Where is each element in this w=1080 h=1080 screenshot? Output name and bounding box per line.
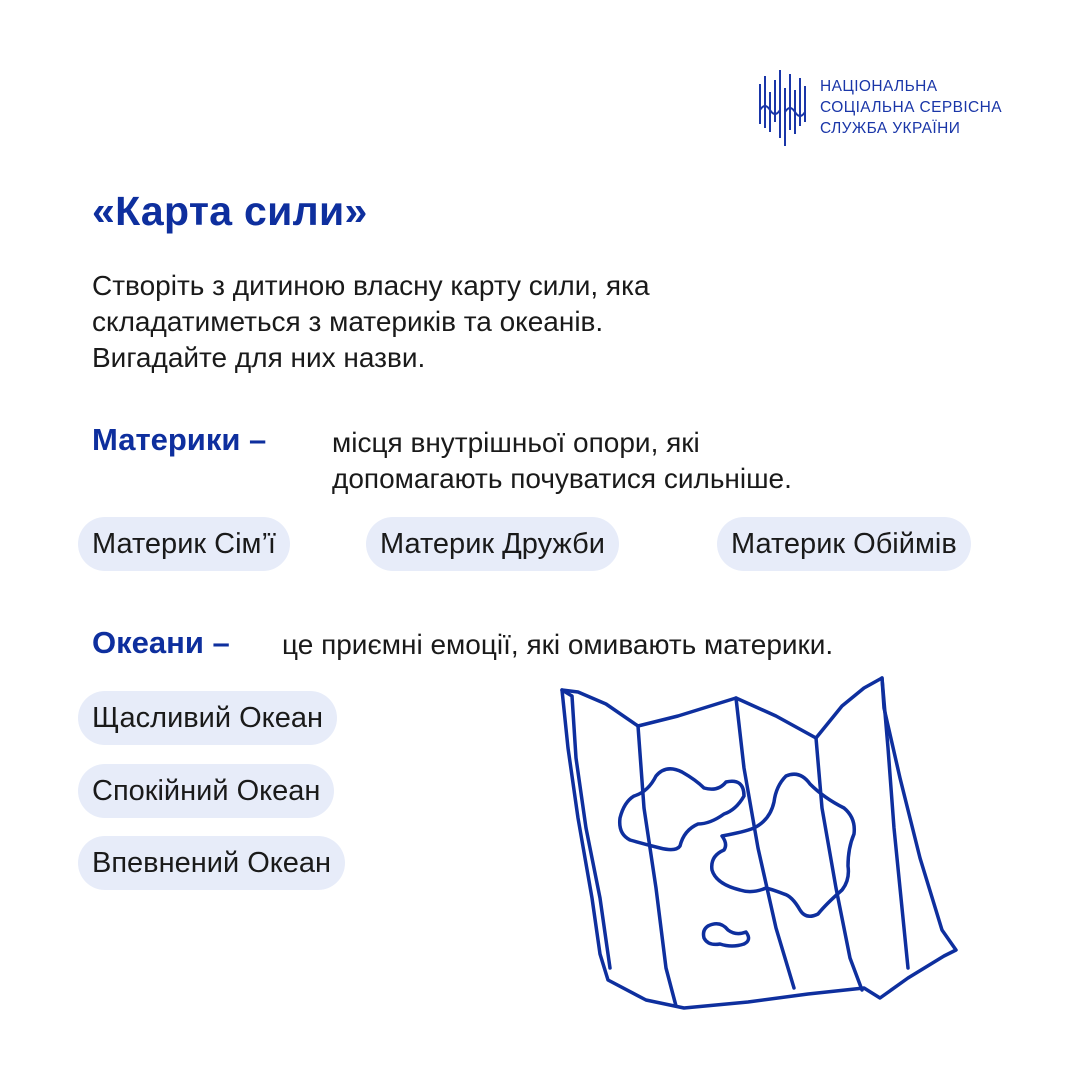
organization-logo (756, 62, 1002, 152)
continents-description-line: допомагають почуватися сильніше. (332, 463, 792, 494)
organization-name-line: НАЦІОНАЛЬНА (820, 78, 938, 95)
continents-heading: Материки – (92, 422, 267, 457)
intro-line: Створіть з дитиною власну карту сили, яка (92, 270, 650, 301)
continents-description (332, 425, 792, 497)
page-title: «Карта сили» (92, 188, 368, 234)
intro-line: складатиметься з материків та океанів. (92, 306, 604, 337)
ocean-chip: Впевнений Океан (78, 836, 345, 890)
ocean-chip: Спокійний Океан (78, 764, 334, 818)
oceans-heading: Океани – (92, 625, 230, 660)
continents-description-line: місця внутрішньої опори, які (332, 427, 700, 458)
intro-text (92, 268, 852, 376)
organization-name (820, 76, 1002, 139)
organization-name-line: СЛУЖБА УКРАЇНИ (820, 120, 961, 137)
nssu-logo-icon (756, 62, 812, 152)
intro-line: Вигадайте для них назви. (92, 342, 426, 373)
organization-name-line: СОЦІАЛЬНА СЕРВІСНА (820, 99, 1002, 116)
continent-chip: Материк Сім’ї (78, 517, 290, 571)
oceans-description: це приємні емоції, які омивають материки. (282, 629, 834, 660)
ocean-chip: Щасливий Океан (78, 691, 337, 745)
folded-map-icon (548, 668, 968, 1018)
continent-chip: Материк Обіймів (717, 517, 971, 571)
continent-chip: Материк Дружби (366, 517, 619, 571)
